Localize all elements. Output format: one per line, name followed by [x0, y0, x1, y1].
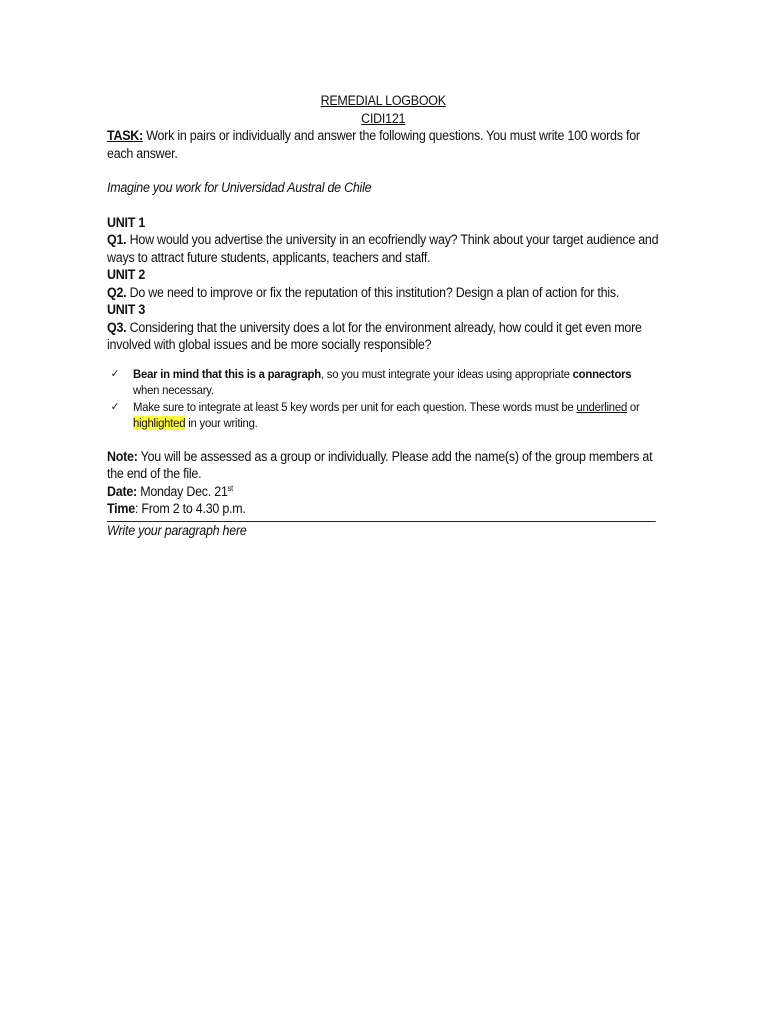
date-label: Date:	[107, 483, 137, 499]
guideline-text: Make sure to integrate at least 5 key words per unit for each question. These words must be	[133, 399, 577, 414]
guideline-bold-word: connectors	[572, 366, 632, 381]
guideline-bold: Bear in mind that this is a paragraph	[133, 366, 321, 381]
question-text: How would you advertise the university in an ecofriendly way? Think about your target audience and ways to attract future students, applicants, teachers and staff.	[107, 232, 659, 265]
guideline-or: or	[627, 399, 640, 414]
context-line: Imagine you work for Universidad Austral de Chile	[107, 180, 372, 195]
question-3	[107, 319, 659, 354]
note-text: You will be assessed as a group or individually. Please add the name(s) of the group members at the end of the file.	[107, 448, 653, 481]
time-line	[107, 500, 659, 518]
guideline-text-end: in your writing.	[185, 416, 258, 430]
date-suffix: st	[227, 483, 233, 493]
underlined-word: underlined	[576, 399, 628, 414]
checkmark-icon: ✓	[110, 399, 120, 413]
date-line	[107, 483, 659, 501]
question-text: Considering that the university does a lot for the environment already, how could it get even more involved with global issues and be more socially responsible?	[107, 319, 642, 352]
question-text: Do we need to improve or fix the reputation of this institution? Design a plan of action for this.	[126, 284, 620, 300]
course-code: CIDI121	[361, 110, 406, 126]
time-label: Time	[107, 501, 135, 516]
unit-heading: UNIT 3	[107, 302, 146, 317]
document-page	[107, 92, 659, 539]
unit-heading: UNIT 2	[107, 267, 146, 282]
checkmark-icon: ✓	[110, 366, 120, 380]
document-title: REMEDIAL LOGBOOK	[320, 93, 446, 108]
task-label: TASK:	[107, 128, 143, 143]
unit-block-3	[107, 301, 659, 354]
write-prompt[interactable]: Write your paragraph here	[107, 522, 247, 538]
question-label: Q3.	[107, 319, 127, 335]
task-text: Work in pairs or individually and answer the following questions. You must write 100 words for each answer.	[107, 128, 640, 161]
highlighted-word: highlighted	[133, 416, 186, 430]
question-label: Q2.	[107, 284, 127, 300]
note-paragraph	[107, 448, 659, 483]
guideline-item-keywords	[107, 399, 659, 432]
unit-block-1	[107, 214, 659, 267]
task-paragraph	[107, 127, 659, 162]
unit-block-2	[107, 266, 659, 301]
unit-heading: UNIT 1	[107, 214, 146, 230]
guideline-text-end: when necessary.	[133, 383, 214, 397]
guideline-item-paragraph	[107, 366, 659, 399]
guideline-text: , so you must integrate your ideas using appropriate	[320, 366, 573, 381]
date-text: Monday Dec. 21	[136, 483, 228, 499]
question-1	[107, 231, 659, 266]
question-label: Q1.	[107, 232, 127, 247]
guidelines-list	[107, 366, 659, 432]
question-2	[107, 284, 659, 302]
note-label: Note:	[107, 448, 138, 464]
time-text: : From 2 to 4.30 p.m.	[134, 501, 246, 516]
